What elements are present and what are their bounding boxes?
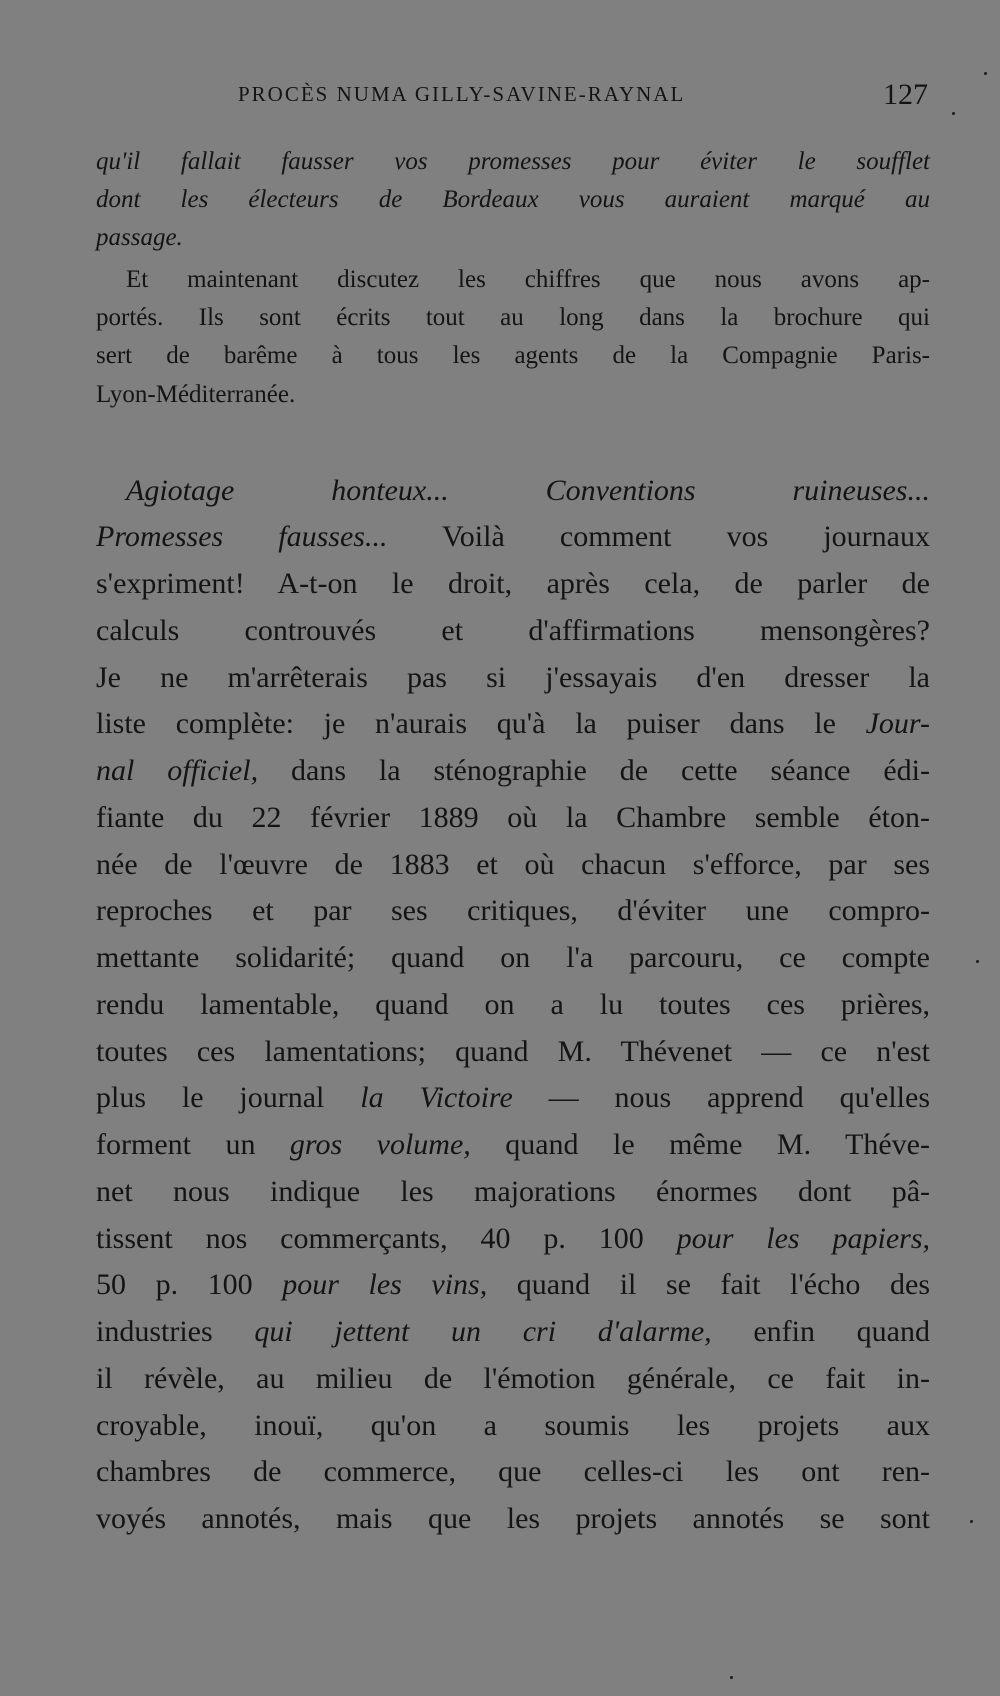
text-line: croyable, inouï, qu'on a soumis les projets aux: [96, 1409, 930, 1442]
text-line: née de l'œuvre de 1883 et où chacun s'efforce, par ses: [96, 848, 930, 881]
text-line: fiante du 22 février 1889 où la Chambre semble éton-: [96, 801, 930, 834]
text-line: [96, 1262, 930, 1308]
text-line: il révèle, au milieu de l'émotion générale, ce fait in-: [96, 1362, 930, 1395]
scan-speck: [984, 72, 987, 75]
text-line: qu'il fallait fausser vos promesses pour éviter le soufflet: [96, 148, 930, 175]
scan-speck: [952, 112, 955, 115]
text-run: tissent nos commerçants, 40 p. 100: [96, 1222, 677, 1255]
text-run: plus le journal: [96, 1081, 361, 1114]
text-line: s'expriment! A-t-on le droit, après cela, de parler de: [96, 567, 930, 600]
italic-phrase: pour les papiers,: [676, 1222, 931, 1255]
text-line: sert de barême à tous les agents de la Compagnie Paris-: [96, 342, 930, 369]
text-line: [96, 1075, 930, 1121]
italic-phrase: la Victoire: [360, 1081, 513, 1114]
text-line: [96, 748, 930, 794]
text-line: rendu lamentable, quand on a lu toutes ces prières,: [96, 988, 930, 1021]
text-line: chambres de commerce, que celles-ci les ont ren-: [96, 1455, 930, 1488]
italic-phrase: nal officiel,: [96, 754, 259, 787]
italic-phrase: qui jettent un cri d'alarme,: [254, 1315, 712, 1348]
italic-phrase: gros volume,: [289, 1128, 471, 1161]
text-line: reproches et par ses critiques, d'éviter une compro-: [96, 894, 930, 927]
text-line: [96, 1216, 930, 1262]
text-line: Je ne m'arrêterais pas si j'essayais d'en dresser la: [96, 661, 930, 694]
scan-speck: [970, 1520, 973, 1523]
scan-speck: [730, 1676, 733, 1679]
text-line: [96, 514, 930, 560]
text-line: Agiotage honteux... Conventions ruineuses...: [126, 474, 930, 507]
text-run: industries: [96, 1315, 255, 1348]
text-line: [96, 1122, 930, 1168]
text-line: dont les électeurs de Bordeaux vous auraient marqué au: [96, 186, 930, 213]
text-run: dans la sténographie de cette séance édi-: [258, 754, 931, 787]
text-line: portés. Ils sont écrits tout au long dans la brochure qui: [96, 304, 930, 331]
text-line: voyés annotés, mais que les projets annotés se sont: [96, 1502, 930, 1535]
text-run: — nous apprend qu'elles: [512, 1081, 930, 1114]
page-header: [96, 78, 930, 118]
text-run: quand le même M. Théve-: [470, 1128, 930, 1161]
scan-speck: [976, 960, 979, 963]
text-line: Et maintenant discutez les chiffres que nous avons ap-: [126, 266, 930, 293]
text-line: mettante solidarité; quand on l'a parcouru, ce compte: [96, 941, 930, 974]
text-line: [96, 1309, 930, 1355]
text-run: enfin quand: [711, 1315, 930, 1348]
italic-phrase: Jour-: [865, 707, 930, 740]
text-run: 50 p. 100: [96, 1268, 283, 1301]
text-line: passage.: [96, 224, 183, 251]
italic-phrase: pour les vins,: [282, 1268, 488, 1301]
text-run: forment un: [96, 1128, 290, 1161]
text-line: Lyon-Méditerranée.: [96, 381, 296, 408]
text-line: calculs controuvés et d'affirmations mensongères?: [96, 614, 930, 647]
text-run: quand il se fait l'écho des: [487, 1268, 930, 1301]
page-number: 127: [883, 78, 928, 111]
text-run: liste complète: je n'aurais qu'à la puiser dans le: [96, 707, 866, 740]
text-line: [96, 701, 930, 747]
text-run: Voilà comment vos journaux: [387, 520, 930, 553]
text-line: toutes ces lamentations; quand M. Thévenet — ce n'est: [96, 1035, 930, 1068]
running-head: PROCÈS NUMA GILLY-SAVINE-RAYNAL: [238, 82, 686, 106]
text-line: net nous indique les majorations énormes dont pâ-: [96, 1175, 930, 1208]
italic-phrase: Promesses fausses...: [96, 520, 388, 553]
